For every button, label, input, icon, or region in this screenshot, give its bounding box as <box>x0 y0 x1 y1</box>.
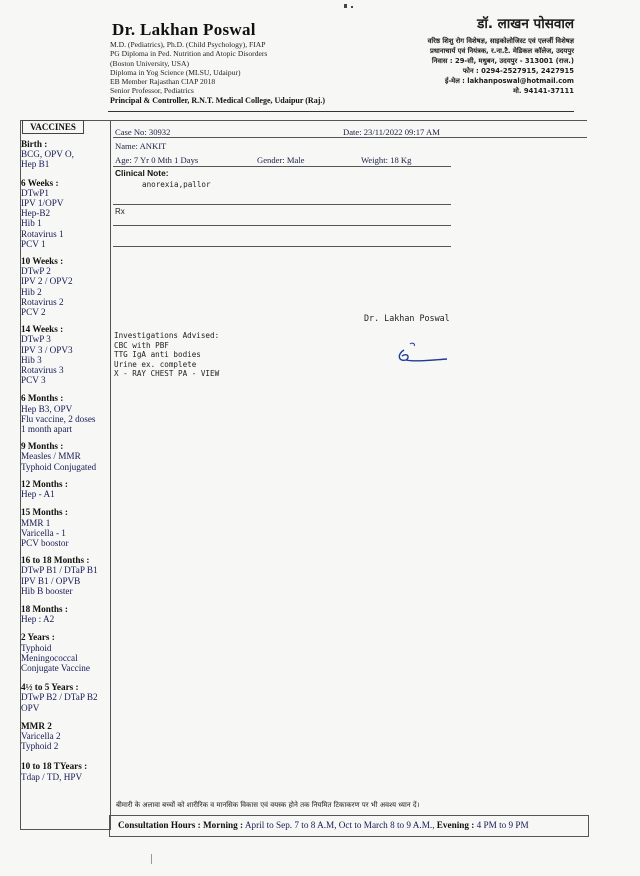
hindi-doctor-name: डॉ. लाखन पोसवाल <box>477 16 574 32</box>
visit-date: Date: 23/11/2022 09:17 AM <box>343 127 440 137</box>
vaccine-item: Varicella - 1 <box>21 527 66 538</box>
doctor-name: Dr. Lakhan Poswal <box>112 20 256 39</box>
vaccine-group <box>21 393 113 434</box>
vaccine-age-heading: 6 Weeks : <box>21 177 59 188</box>
vaccine-item: Hep B1 <box>21 159 50 170</box>
patient-gender: Gender: Male <box>257 155 305 165</box>
vaccine-item: PCV 2 <box>21 307 46 318</box>
vaccine-group <box>21 632 113 673</box>
clinical-note-text: anorexia,pallor <box>142 180 211 189</box>
vaccine-age-heading: Birth : <box>21 139 48 149</box>
vaccine-group <box>21 604 113 624</box>
hindi-header-line: मो. 94141-37111 <box>513 87 574 95</box>
vaccine-item: Meningococcal <box>21 652 78 663</box>
field-divider <box>113 204 451 205</box>
vaccine-item: BCG, OPV O, <box>21 149 74 160</box>
vaccine-item: Measles / MMR <box>21 451 81 462</box>
vaccine-age-heading: 15 Months : <box>21 507 68 518</box>
vaccine-item: PCV boostor <box>21 537 69 548</box>
vaccine-item: Hep - A1 <box>21 489 55 500</box>
investigations-heading: Investigations Advised: <box>114 331 220 340</box>
vaccine-age-heading: 10 to 18 TYears : <box>21 761 88 772</box>
vaccine-group <box>21 178 113 249</box>
vaccine-item: 1 month apart <box>21 424 73 435</box>
hindi-header-line: ई-मेल : lakhanposwal@hotmail.com <box>444 77 574 85</box>
investigations-block <box>114 331 219 379</box>
vaccine-age-heading: MMR 2 <box>21 720 52 731</box>
rx-label: Rx <box>115 207 125 216</box>
patient-weight: Weight: 18 Kg <box>361 155 412 165</box>
vaccine-age-heading: 2 Years : <box>21 632 55 643</box>
vaccine-item: Tdap / TD, HPV <box>21 771 83 782</box>
vaccine-age-heading: 18 Months : <box>21 603 68 614</box>
scan-speck <box>151 854 152 864</box>
prescription-area <box>109 120 587 829</box>
vaccine-age-heading: 9 Months : <box>21 441 64 452</box>
patient-name: Name: ANKIT <box>115 141 167 151</box>
credentials-block <box>110 40 325 105</box>
vaccine-item: Hep : A2 <box>21 614 55 625</box>
position-line: Principal & Controller, R.N.T. Medical College, Udaipur (Raj.) <box>110 95 326 105</box>
morning-label: Morning : <box>203 820 244 830</box>
investigation-item: Urine ex. complete <box>114 359 197 369</box>
credential-line: Senior Professor, Pediatrics <box>110 86 194 96</box>
vaccine-group <box>21 139 113 170</box>
vaccine-item: Conjugate Vaccine <box>21 662 90 673</box>
case-number: Case No: 30932 <box>115 127 171 137</box>
vaccine-item: DTwP 2 <box>21 266 51 277</box>
credential-line: M.D. (Pediatrics), Ph.D. (Child Psychology), FIAP <box>110 40 266 49</box>
vaccine-item: Hep B3, OPV <box>21 403 73 414</box>
vaccine-age-heading: 4½ to 5 Years : <box>21 682 79 693</box>
hours-label: Consultation Hours : <box>118 820 201 830</box>
hindi-header-block <box>428 14 574 96</box>
field-divider <box>113 137 587 138</box>
hindi-header-line: वरिष्ठ शिशु रोग विशेषज्ञ, साइकोलोजिस्ट एवं एलर्जी विशेषज्ञ <box>427 37 574 45</box>
vaccine-item: DTwP B2 / DTaP B2 <box>21 692 98 703</box>
vaccine-item: Rotavirus 3 <box>21 365 64 376</box>
vaccine-item: DTwP B1 / DTaP B1 <box>21 565 98 576</box>
vaccine-item: PCV 3 <box>21 375 46 386</box>
footer-hindi-note: बीमारी के अलावा बच्चों को शारीरिक व मानसिक विकास एवं वयस्क होने तक नियमित टिकाकरण पर भी अवश्य ध्यान दें। <box>116 801 420 809</box>
vaccine-item: OPV <box>21 702 40 713</box>
vaccine-item: Typhoid Conjugated <box>21 461 97 472</box>
vaccine-age-heading: 10 Weeks : <box>21 256 64 267</box>
vaccine-group <box>21 761 113 781</box>
vaccine-item: DTwP 3 <box>21 334 51 345</box>
vaccine-item: Hib 2 <box>21 286 42 297</box>
vaccine-age-heading: 6 Months : <box>21 393 64 404</box>
vaccine-item: IPV 3 / OPV3 <box>21 344 73 355</box>
vaccine-item: Hep-B2 <box>21 208 51 219</box>
morning-hours: April to Sep. 7 to 8 A.M, Oct to March 8 to 9 A.M., <box>244 820 435 830</box>
vaccine-item: MMR 1 <box>21 517 51 528</box>
vaccine-item: Typhoid <box>21 642 52 653</box>
credential-line: (Boston University, USA) <box>110 58 190 68</box>
hindi-header-line: प्रधानाचार्य एवं नियंत्रक, र.ना.टै. मेडिकल कॉलेज, उदयपुर <box>429 47 574 55</box>
signature-name: Dr. Lakhan Poswal <box>364 313 450 323</box>
investigation-item: X - RAY CHEST PA - VIEW <box>114 369 220 378</box>
investigation-item: TTG IgA anti bodies <box>114 350 201 359</box>
vaccine-item: Varicella 2 <box>21 730 61 741</box>
vaccine-item: IPV B1 / OPVB <box>21 575 81 586</box>
header-divider <box>108 111 574 112</box>
vaccines-title: VACCINES <box>22 120 84 134</box>
vaccine-item: PCV 1 <box>21 238 46 249</box>
vaccine-group <box>21 256 113 317</box>
vaccine-group <box>21 555 113 596</box>
field-divider <box>113 246 451 247</box>
vaccine-group <box>21 682 113 713</box>
vaccine-age-heading: 16 to 18 Months : <box>21 555 90 566</box>
vaccine-item: Typhoid 2 <box>21 741 59 752</box>
investigation-item: CBC with PBF <box>114 340 169 350</box>
vaccine-group <box>21 721 113 752</box>
vaccine-schedule-list <box>21 139 113 782</box>
vaccine-group <box>21 441 113 472</box>
patient-age: Age: 7 Yr 0 Mth 1 Days <box>115 155 199 165</box>
vaccine-item: IPV 1/OPV <box>21 198 64 209</box>
vaccine-item: Rotavirus 1 <box>21 228 64 239</box>
credential-line: PG Diploma in Ped. Nutrition and Atopic Disorders <box>110 49 268 59</box>
consultation-hours <box>118 820 529 830</box>
vaccine-age-heading: 12 Months : <box>21 478 68 489</box>
hindi-header-line: निवास : 29-सी, मधुबन, उदयपुर - 313001 (राज.) <box>431 57 574 65</box>
vaccine-item: DTwP1 <box>21 187 49 198</box>
field-divider <box>113 225 451 226</box>
vaccine-group <box>21 324 113 385</box>
scan-speck <box>351 6 353 8</box>
vaccine-item: Hib 3 <box>21 354 42 365</box>
scan-speck <box>344 4 347 8</box>
vaccine-item: Hib 1 <box>21 218 42 229</box>
vaccine-item: IPV 2 / OPV2 <box>21 276 73 287</box>
credential-line: Diploma in Yog Science (MLSU, Udaipur) <box>110 67 241 77</box>
hindi-header-line: फोन : 0294-2527915, 2427915 <box>462 67 574 75</box>
vaccine-group <box>21 507 113 548</box>
vaccine-item: Rotavirus 2 <box>21 296 64 307</box>
credential-line: EB Member Rajasthan CIAP 2018 <box>110 77 216 87</box>
evening-label: Evening : <box>436 820 475 830</box>
vaccine-item: Flu vaccine, 2 doses <box>21 413 96 424</box>
signature-mark <box>392 340 452 370</box>
clinical-note-heading: Clinical Note: <box>115 168 169 178</box>
evening-hours: 4 PM to 9 PM <box>476 820 529 830</box>
vaccine-age-heading: 14 Weeks : <box>21 324 64 335</box>
field-divider <box>113 166 451 167</box>
vaccine-item: Hib B booster <box>21 585 73 596</box>
vaccine-group <box>21 479 113 499</box>
